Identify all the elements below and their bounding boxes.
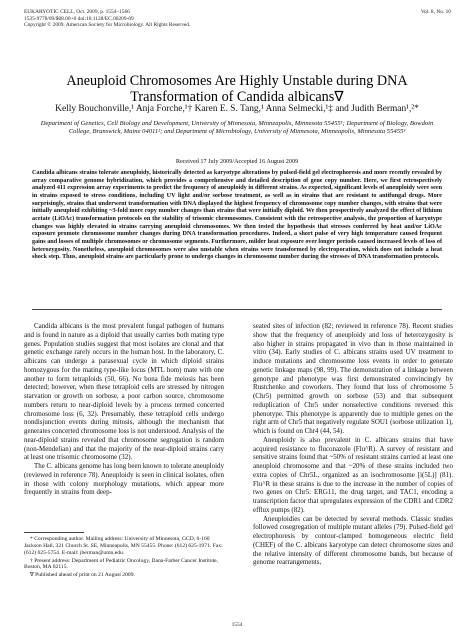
page-number: 1554 <box>231 622 243 628</box>
issn-doi: 1535-9778/09/$08.00+0 doi:10.1128/EC.00209-09 <box>24 15 134 22</box>
footnote-published-ahead: ∇ Published ahead of print on 21 August 2009. <box>30 572 135 579</box>
affiliations: Department of Genetics, Cell Biology and Development, University of Minnesota, Minneapolis, Minnesota 55455¹; Department of Biology, Bowdoin College, Brunswick, Maine 04011²; and Department of Microbiology, University of Minnesota, Minneapolis, Minnesota 55455³ <box>40 120 434 136</box>
abstract: Candida albicans strains tolerate aneuploidy, historically detected as karyotype alterations by pulsed-field gel electrophoresis and more recently revealed by array comparative genome hybridization, which provides a comprehensive and detailed description of gene copy number. Here, we first retrospectively analyzed 411 expression array experiments to predict the frequency of aneuploidy in different strains. As expected, significant levels of aneuploidy were seen in strains exposed to stress conditions, including UV light and/or sorbose treatment, as well as in strains that are resistant to antifungal drugs. More surprisingly, strains that underwent transformation with DNA displayed the highest frequency of chromosome copy number changes, with strains that were initially aneuploid exhibiting ~3-fold more copy number changes than strains that were initially diploid. We then prospectively analyzed the effect of lithium acetate (LiOAc) transformation protocols on the stability of trisomic chromosomes. Consistent with the retrospective analysis, the proportion of karyotype changes was highly elevated in strains carrying aneuploid chromosomes. We then tested the hypothesis that stresses conferred by heat and/or LiOAc exposure promote chromosome number changes during DNA transformation procedures. Indeed, a short pulse of very high temperature caused frequent gains and losses of multiple chromosomes or chromosome segments. Furthermore, milder heat exposure over longer periods caused increased levels of loss of heterozygosity. Nonetheless, aneuploid chromosomes were also unstable when strains were transformed by electroporation, which does not include a heat shock step. Thus, aneuploid strains are particularly prone to undergo changes in chromosome number during the stresses of DNA transformation protocols. <box>32 170 442 261</box>
author-list: Kelly Bouchonville,¹ Anja Forche,¹† Karen E. S. Tang,¹ Anna Selmecki,¹‡ and Judith Berman¹,²* <box>55 104 419 114</box>
body-column-right <box>253 322 453 612</box>
body-paragraph: Aneuploidy is also prevalent in C. albicans strains that have acquired resistance to fluconazole (Flu^R). A survey of resistant and sensitive strains found that ~50% of resistant strains carried at least one aneuploid chromosome and that ~20% of these strains included two extra copies of Chr5L, organized as an isochromosome [i(5L)] (81). Flu^R in these strains is due to the increase in the number of copies of two genes on Chr5: ERG11, the drug target, and TAC1, encoding a transcription factor that upregulates expression of the CDR1 and CDR2 efflux pumps (82). <box>253 435 453 514</box>
body-paragraph: Candida albicans is the most prevalent fungal pathogen of humans and is found in nature as a diploid that usually carries both mating type genes. Population studies suggest that most isolates are clonal and that genetic exchange rarely occurs in the human host. In the laboratory, C. albicans can undergo a parasexual cycle in which diploid strains homozygous for the mating type-like locus (MTL hom) mate with one another to form tetraploids (50, 66). No bona fide meiosis has been detected; however, when these tetraploid cells are stressed by nitrogen starvation or growth on sorbose, a poor carbon source, chromosome numbers return to near-diploid levels by a process termed concerted chromosome loss (6, 32). Presumably, these tetraploid cells undergo nondisjunction events during mitosis, although the mechanism that generates concerted chromosome loss is not understood. Analysis of the near-diploid strains revealed that chromosome segregation is random (non-Mendelian) and that the majority of the near-diploid strains carry at least one trisomic chromosome (32). <box>24 322 224 462</box>
journal-citation: EUKARYOTIC CELL, Oct. 2009, p. 1554–1566 <box>24 9 130 15</box>
received-dates: Received 17 July 2009/Accepted 16 August 2009 <box>175 158 299 165</box>
footnote-present-address: † Present address: Department of Pediatric Oncology, Dana-Farber Cancer Institute, Boston, MA 02115. <box>24 557 219 571</box>
title-line-1: Aneuploid Chromosomes Are Highly Unstable during DNA <box>66 73 408 89</box>
body-column-left <box>24 322 224 530</box>
body-paragraph: seated sites of infection (82; reviewed in reference 78). Recent studies show that the frequency of aneuploidy and loss of heterozygosity is also higher in strains propagated in vivo than in those maintained in vitro (34). Early studies of C. albicans strains used UV treatment to induce mutations and chromosome loss events in order to generate genetic linkage maps (98, 99). The demonstration of a linkage between genotype and phenotype was first demonstrated convincingly by Rustchenko and coworkers. They found that loss of chromosome 5 (Chr5) permitted growth on sorbose (53) and that subsequent reduplication of Chr5 under nonselective conditions reversed this phenotype. This phenotype is apparently due to multiple genes on the right arm of Chr5 that negatively regulate SOU1 (sorbose utilization 1), which is found on Chr4 (44, 54). <box>253 322 453 435</box>
copyright-line: Copyright © 2009, American Society for Microbiology. All Rights Reserved. <box>24 22 191 29</box>
body-paragraph: Aneuploidies can be detected by several methods. Classic studies followed cosegregation of multiple mutant alleles (79). Pulsed-field gel electrophoresis by contour-clamped homogeneous electric field (CHEF) of the C. albicans karyotype can detect chromosome sizes and the relative intensity of different chromosome bands, but because of genome rearrangements, <box>253 514 453 567</box>
footnotes <box>24 536 224 580</box>
article-title <box>20 73 454 105</box>
footnote-corresponding-author: * Corresponding author. Mailing address: University of Minnesota, GCD, 6-160 Jackson Hall, 321 Church St. SE, Minneapolis, MN 55455. Phone: (612) 625-1971. Fax: (612) 625-5754. E-mail: jberman@umn.edu. <box>24 536 223 556</box>
footnote-divider <box>24 532 84 533</box>
body-paragraph: The C. albicans genome has long been known to tolerate aneuploidy (reviewed in reference 78). Aneuploidy is seen in clinical isolates, often in those with colony morphology mutations, which appear more frequently in strains from deep- <box>24 462 224 497</box>
section-divider <box>32 309 442 310</box>
title-line-2: Transformation of Candida albicans∇ <box>130 89 344 105</box>
volume-number: Vol. 8, No. 10 <box>420 9 451 15</box>
journal-header <box>24 9 190 29</box>
